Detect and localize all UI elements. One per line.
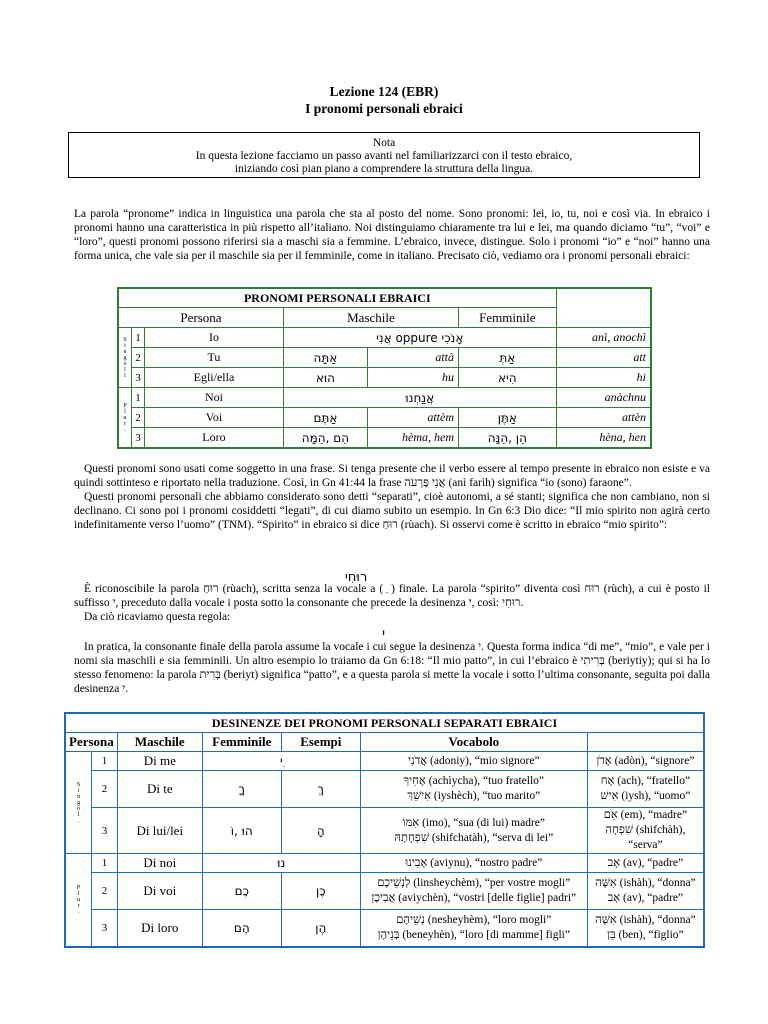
paragraph-4: È riconoscibile la parola רוּחַ (rùach), scritta senza la vocale a ( ַ ) finale. La parola “spirito” diventa così רוּח (rùch), a cui è posto il suffisso י, preceduto dalla vocale i posta sotto la consonante che precede la desinenza י, così: רוּחִי. xyxy=(74,583,710,609)
paragraph-6: In pratica, la consonante finale della parola assume la vocale i cui segue la desinenza י. Questa forma indica “di me”, “mio”, e vale per i nomi sia maschili e sia femminili. Un altro esempio lo traiamo da Gn 6:18: “Il mio patto”, in cui l’ebraico è בְּרִיתִי (beriytiy); qui si ha lo stesso fenomeno: la parola בְּרִית (beriyt) significa “patto”, e a questa parola si mette la vocale i sotto l’ultima consonante, seguita poi dalla desinenza י. xyxy=(74,641,710,695)
person-name: Tu xyxy=(145,348,284,368)
vocabulary-1: אָדֹן (adòn), “signore” xyxy=(596,754,695,767)
singular-label: S i n g o l i xyxy=(118,328,132,388)
suffixes-table xyxy=(64,712,705,948)
suffix-row xyxy=(65,808,704,854)
masc-translit: attà xyxy=(367,348,458,368)
person-name: Voi xyxy=(145,408,284,428)
examples-cell xyxy=(360,808,587,854)
examples-cell xyxy=(360,910,587,948)
example-1: אֲדֹנִי (adoniy), “mio signore” xyxy=(407,754,540,767)
person-number: 1 xyxy=(92,752,118,771)
col2-esempi: Esempi xyxy=(281,733,360,752)
person-number: 3 xyxy=(132,428,145,449)
suffix-row xyxy=(65,873,704,910)
person-number: 1 xyxy=(132,328,145,348)
page-title: Lezione 124 (EBR) xyxy=(329,84,439,99)
person-name: Di lui/lei xyxy=(117,808,202,854)
pronoun-row xyxy=(118,408,651,428)
pronoun-row xyxy=(118,388,651,408)
col-persona: Persona xyxy=(118,308,283,328)
nota-box xyxy=(68,132,700,178)
person-number: 3 xyxy=(132,368,145,388)
paragraph-5: Da ciò ricaviamo questa regola: xyxy=(84,611,231,623)
vocabulary-2: אִישׁ (iysh), “uomo” xyxy=(600,790,691,802)
col2-femminile: Femminile xyxy=(202,733,281,752)
fem-translit: anì, anochì xyxy=(556,328,651,348)
fem-translit: anàchnu xyxy=(556,388,651,408)
fem-hebrew: הֵן ,הֵנָּה xyxy=(459,428,557,449)
vocabulary-cell xyxy=(587,808,704,854)
masc-hebrew: אֲנִי oppure אָנֹכִי xyxy=(283,328,556,348)
person-name: Di noi xyxy=(117,854,202,873)
masc-hebrew: הוּא xyxy=(283,368,367,388)
examples-cell xyxy=(360,854,587,873)
fem-translit: att xyxy=(556,348,651,368)
example-1: לְנְשֵׁיכֶם (linsheychèm), “per vostre mogli” xyxy=(377,877,571,889)
masc-hebrew: אַתֶּם xyxy=(283,408,367,428)
suffix-row xyxy=(65,752,704,771)
nota-line-1: In questa lezione facciamo un passo avanti nel familiarizzarci con il testo ebraico, xyxy=(195,150,573,162)
person-name: Di voi xyxy=(117,873,202,910)
example-2: אֲבִיכֶן (aviychèn), “vostri [delle figlie] padri” xyxy=(371,892,577,904)
suffix-row xyxy=(65,771,704,808)
person-name: Noi xyxy=(145,388,284,408)
col2-persona: Persona xyxy=(65,733,117,752)
examples-cell xyxy=(360,752,587,771)
pronouns-table xyxy=(117,287,652,449)
pronoun-row xyxy=(118,348,651,368)
fem-translit: hi xyxy=(556,368,651,388)
fem-translit: attèn xyxy=(556,408,651,428)
vocabulary-2: שִׁפְחָה (shifchàh), “serva” xyxy=(605,824,686,851)
person-name: Di loro xyxy=(117,910,202,948)
masc-translit: hu xyxy=(367,368,458,388)
person-number: 2 xyxy=(92,771,118,808)
fem-suffix: ךְ xyxy=(281,771,360,808)
masc-suffix: כֶם xyxy=(202,873,281,910)
vocabulary-1: אֵם (em), “madre” xyxy=(603,809,688,821)
person-number: 2 xyxy=(132,408,145,428)
vocabulary-1: אָח (ach), “fratello” xyxy=(600,775,691,787)
fem-hebrew: אַתְּ xyxy=(459,348,557,368)
vocabulary-2: אָב (av), “padre” xyxy=(607,892,684,904)
nota-line-2: iniziando così pian piano a comprendere la struttura della lingua. xyxy=(234,163,534,175)
vocabulary-cell xyxy=(587,910,704,948)
common-suffix: נוּ xyxy=(202,854,360,873)
singular-label-2: S i n g o l . xyxy=(65,752,92,854)
person-name: Di te xyxy=(117,771,202,808)
person-number: 2 xyxy=(132,348,145,368)
common-hebrew: אֲנַחְנוּ xyxy=(283,388,556,408)
person-number: 3 xyxy=(92,808,118,854)
vocabulary-cell xyxy=(587,752,704,771)
masc-hebrew: אַתָּה xyxy=(283,348,367,368)
fem-translit: hèna, hen xyxy=(556,428,651,449)
fem-suffix: הָ xyxy=(281,808,360,854)
suffix-row xyxy=(65,854,704,873)
person-number: 2 xyxy=(92,873,118,910)
fem-hebrew: אַתֶּן xyxy=(459,408,557,428)
vocabulary-cell xyxy=(587,873,704,910)
yod-letter: י xyxy=(382,626,386,642)
example-1: אָחִיךָ (achìycha), “tuo fratello” xyxy=(403,775,545,787)
pronoun-row xyxy=(118,428,651,449)
person-number: 1 xyxy=(132,388,145,408)
suffixes-table-title: DESINENZE DEI PRONOMI PERSONALI SEPARATI EBRAICI xyxy=(65,713,704,733)
col2-maschile: Maschile xyxy=(117,733,202,752)
intro-paragraph: La parola “pronome” indica in linguistica una parola che sta al posto del nome. Sono pronomi: lei, io, tu, noi e così via. In ebraico i pronomi hanno una caratteristica in più rispetto all’italiano. Noi distinguiamo chiaramente tra lui e lei, ma quando diciamo “tu”, “voi” e “loro”, questi pronomi possono riferirsi sia a maschi sia a femmine. L’ebraico, invece, distingue. Solo i pronomi “io” e “noi” hanno una forma unica, che vale sia per il maschile sia per il femminile, come in italiano. Precisato ciò, vediamo ora i pronomi personali ebraici: xyxy=(74,208,710,262)
person-name: Di me xyxy=(117,752,202,771)
vocabulary-1: אָב (av), “padre” xyxy=(607,856,684,869)
vocabulary-cell xyxy=(587,854,704,873)
ruchi-word: רוּחִי xyxy=(345,570,368,585)
person-name: Io xyxy=(145,328,284,348)
example-2: בְּנֵיהֶן (beneyhèn), “loro [di mamme] figli” xyxy=(377,929,570,941)
col-maschile: Maschile xyxy=(283,308,458,328)
masc-hebrew: הֵם ,הֵמָּה xyxy=(283,428,367,449)
masc-translit: attèm xyxy=(367,408,458,428)
examples-cell xyxy=(360,771,587,808)
fem-suffix: הֶן xyxy=(281,910,360,948)
col-femminile: Femminile xyxy=(459,308,557,328)
paragraph-2: Questi pronomi sono usati come soggetto in una frase. Si tenga presente che il verbo essere al tempo presente in ebraico non esiste e va quindi sottinteso e riportato nella traduzione. Così, in Gn 41:44 la frase אֲנִי פַּרְעֹה (anì farìh) significa “io (sono) faraone”. xyxy=(74,463,710,489)
example-1: אִמּוֹ (imo), “sua (di lui) madre” xyxy=(402,816,546,829)
col2-vocabolo: Vocabolo xyxy=(360,733,587,752)
example-1: נְשֵׁיהֶם (nesheyhèm), “loro mogli” xyxy=(396,914,552,926)
person-number: 3 xyxy=(92,910,118,948)
plural-label-2: P l u r . xyxy=(65,854,92,948)
examples-cell xyxy=(360,873,587,910)
person-name: Egli/ella xyxy=(145,368,284,388)
suffix-row xyxy=(65,910,704,948)
vocabulary-1: אִשָּׁה (ishàh), “donna” xyxy=(595,914,696,926)
example-2: שִׁפְחָתָהּ (shifchatàh), “serva di lei” xyxy=(394,831,554,844)
pronoun-row xyxy=(118,328,651,348)
vocabulary-cell xyxy=(587,771,704,808)
masc-suffix: הֶם xyxy=(202,910,281,948)
fem-suffix: כֶן xyxy=(281,873,360,910)
paragraph-3: Questi pronomi personali che abbiamo considerato sono detti “separati”, cioè autonomi, a sé stanti; significa che non cambiano, non si declinano. Ci sono poi i pronomi cosiddetti “legati”, di cui diamo subito un esempio. In Gn 6:3 Dio dice: “Il mio spirito non agirà certo indefinitamente verso l’uomo” (TNM). “Spirito” in ebraico si dice רוּחַ (rùach). Si osservi come è scritto in ebraico “mio spirito”: xyxy=(74,491,710,531)
pronouns-table-title: PRONOMI PERSONALI EBRAICI xyxy=(118,288,556,308)
page-subtitle: I pronomi personali ebraici xyxy=(305,101,463,116)
nota-heading: Nota xyxy=(372,137,396,149)
masc-suffix: ךָ xyxy=(202,771,281,808)
example-1: אָבִינוּ (aviynu), “nostro padre” xyxy=(405,856,543,869)
masc-translit: hèma, hem xyxy=(367,428,458,449)
pronoun-row xyxy=(118,368,651,388)
vocabulary-1: אִשָּׁה (ishàh), “donna” xyxy=(595,877,696,889)
masc-suffix: הוּ ,וֹ xyxy=(202,808,281,854)
fem-hebrew: הִיא xyxy=(459,368,557,388)
plural-label: P l u r . xyxy=(118,388,132,449)
example-2: אִישֵׁךְ (iyshèch), “tuo marito” xyxy=(407,790,541,802)
person-name: Loro xyxy=(145,428,284,449)
person-number: 1 xyxy=(92,854,118,873)
common-suffix: ִי xyxy=(202,752,360,771)
vocabulary-2: בֵּן (ben), “figlio” xyxy=(607,929,684,941)
